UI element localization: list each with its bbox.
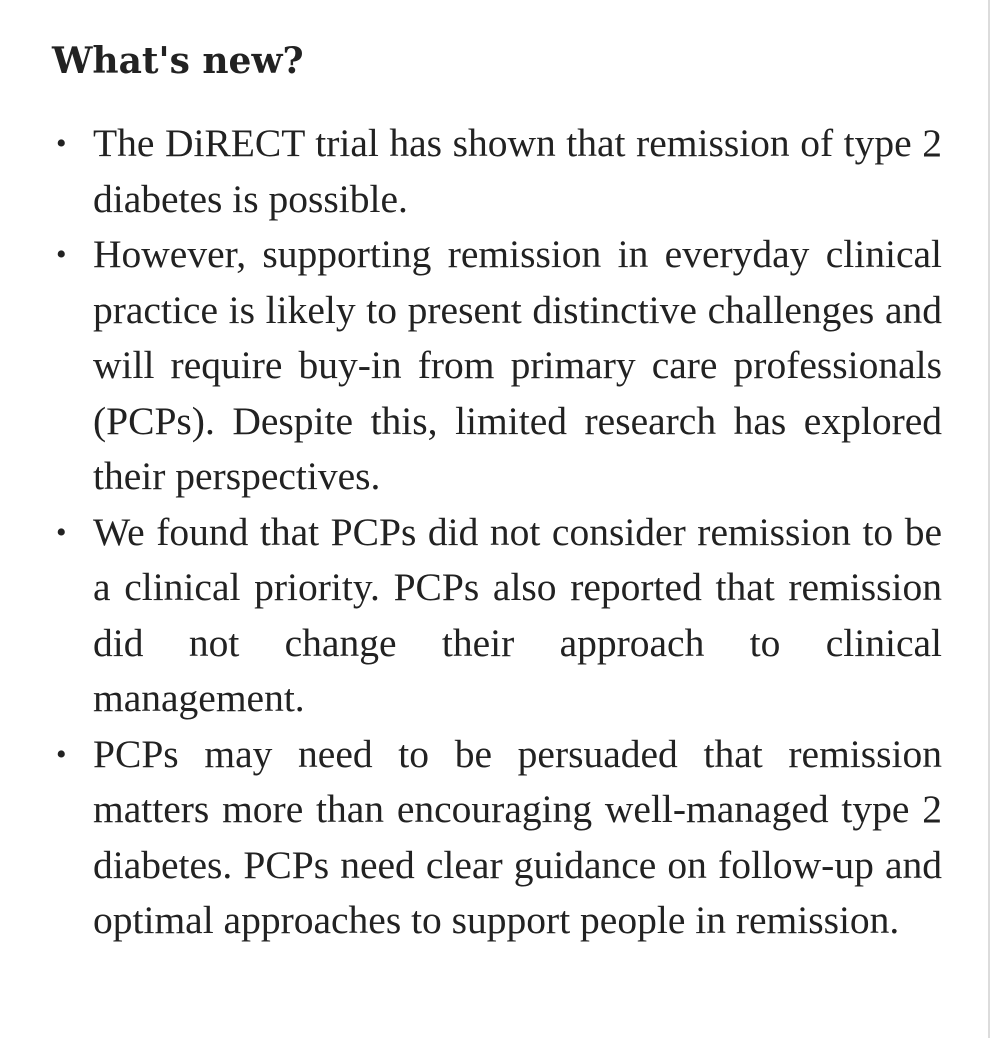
list-item — [56, 227, 942, 505]
list-item — [56, 116, 942, 227]
list-item-text: However, supporting remission in everyday clinical practice is likely to present distinctive challenges and will require buy-in from primary care professionals (PCPs). Despite this, limited research has explored their perspectives. — [93, 232, 942, 498]
list-item — [56, 505, 942, 727]
bullet-icon: • — [56, 127, 67, 160]
bullet-icon: • — [56, 515, 67, 549]
bullet-icon: • — [56, 238, 67, 271]
list-item-text: We found that PCPs did not consider remission to be a clinical priority. PCPs also reported that remission did not change their approach to clinical management. — [93, 509, 942, 720]
box-heading: What's new? — [52, 40, 304, 82]
key-points-list — [56, 116, 942, 949]
list-item — [56, 727, 942, 949]
list-item-text: PCPs may need to be persuaded that remission matters more than encouraging well-managed type 2 diabetes. PCPs need clear guidance on follow-up and optimal approaches to support people in remission. — [93, 731, 942, 942]
list-item-text: The DiRECT trial has shown that remission of type 2 diabetes is possible. — [93, 121, 942, 221]
bullet-icon: • — [56, 737, 67, 771]
